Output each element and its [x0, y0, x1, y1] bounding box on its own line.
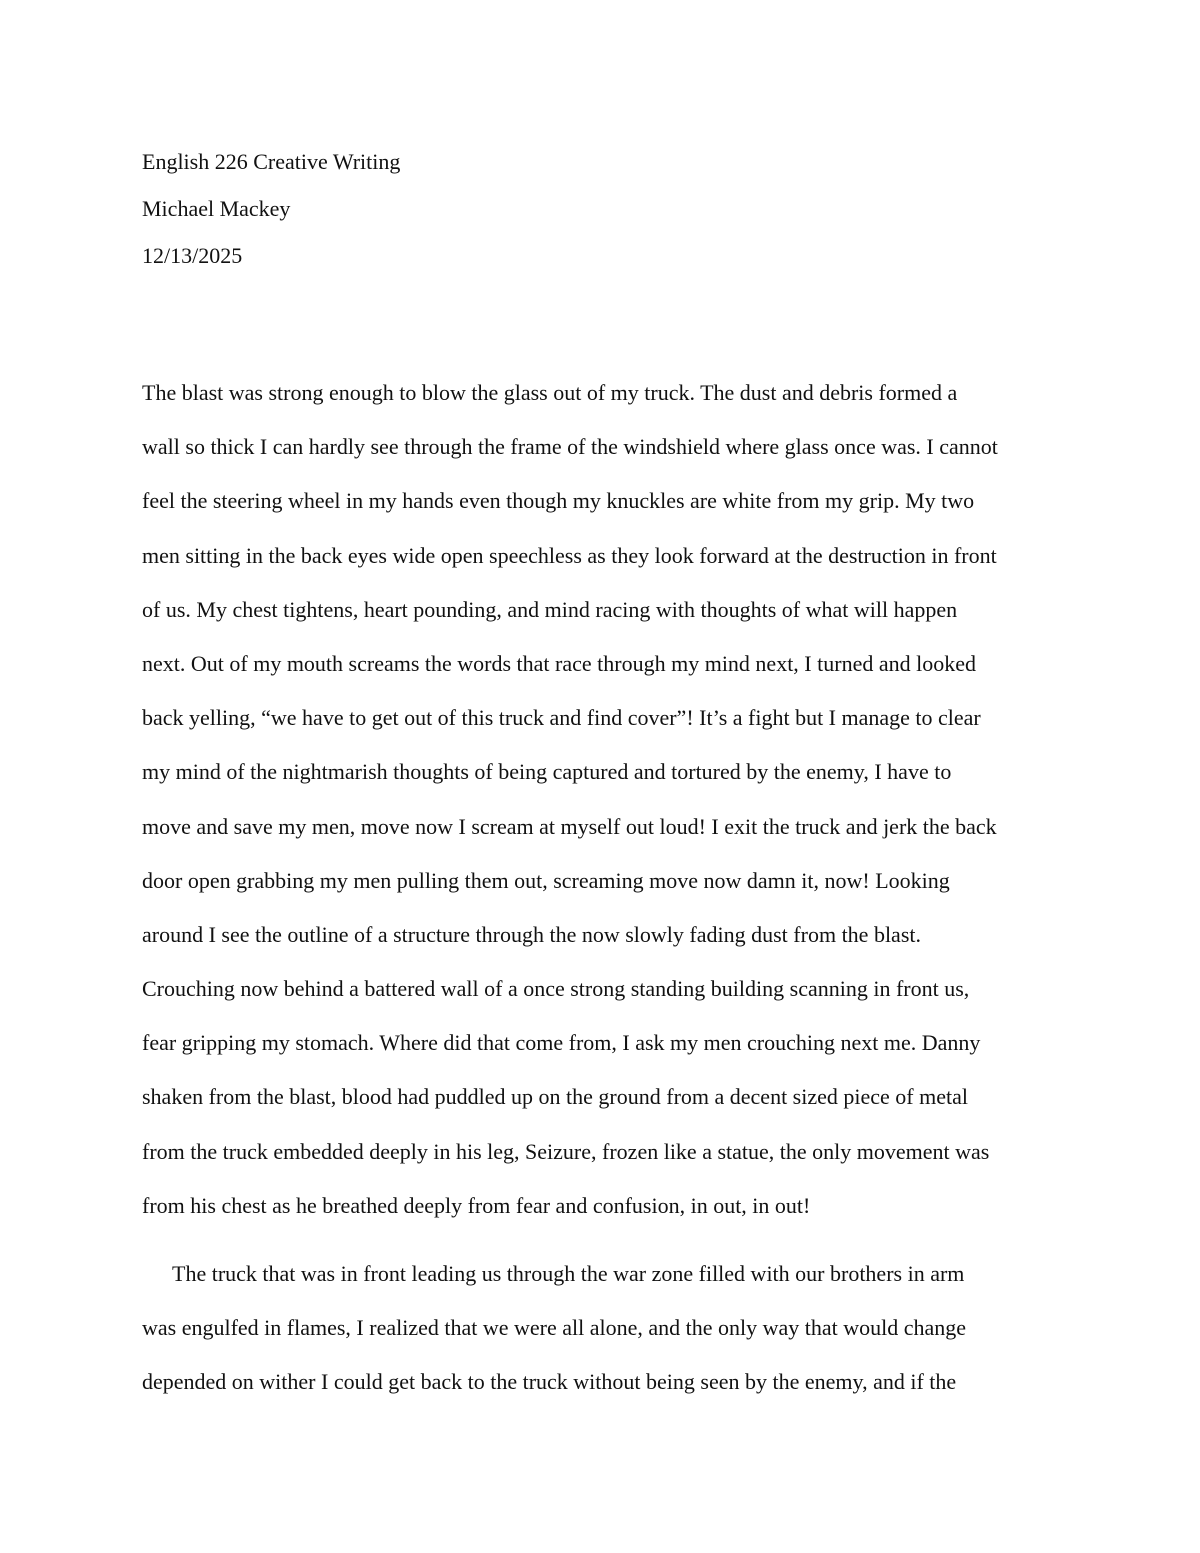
- text-line: door open grabbing my men pulling them out, screaming move now damn it, now! Looking: [142, 867, 950, 893]
- text-line: depended on wither I could get back to the truck without being seen by the enemy, and if the: [142, 1369, 957, 1395]
- document-body: [142, 366, 1062, 1410]
- text-line: move and save my men, move now I scream at myself out loud! I exit the truck and jerk the back: [142, 813, 997, 839]
- text-line: of us. My chest tightens, heart pounding, and mind racing with thoughts of what will happen: [142, 596, 958, 622]
- text-line: The truck that was in front leading us through the war zone filled with our brothers in arm: [172, 1261, 965, 1286]
- text-line: feel the steering wheel in my hands even though my knuckles are white from my grip. My two: [142, 488, 975, 514]
- text-line: my mind of the nightmarish thoughts of being captured and tortured by the enemy, I have to: [142, 759, 952, 785]
- paragraph-2: [142, 1247, 1062, 1410]
- text-line: men sitting in the back eyes wide open speechless as they look forward at the destruction in front: [142, 542, 997, 568]
- text-line: was engulfed in flames, I realized that we were all alone, and the only way that would change: [142, 1315, 967, 1341]
- document-date: 12/13/2025: [142, 243, 243, 268]
- course-title: English 226 Creative Writing: [142, 149, 401, 174]
- text-line: The blast was strong enough to blow the glass out of my truck. The dust and debris formed a: [142, 380, 958, 405]
- document-header: [142, 138, 1062, 279]
- text-line: around I see the outline of a structure through the now slowly fading dust from the blast.: [142, 921, 921, 947]
- text-line: next. Out of my mouth screams the words that race through my mind next, I turned and looked: [142, 650, 976, 676]
- author-name: Michael Mackey: [142, 196, 291, 221]
- text-line: Crouching now behind a battered wall of a once strong standing building scanning in front us,: [142, 976, 970, 1002]
- paragraph-1: [142, 366, 1062, 1233]
- text-line: from his chest as he breathed deeply from fear and confusion, in out, in out!: [142, 1192, 811, 1218]
- text-line: from the truck embedded deeply in his leg, Seizure, frozen like a statue, the only movement was: [142, 1138, 990, 1164]
- text-line: fear gripping my stomach. Where did that come from, I ask my men crouching next me. Danny: [142, 1030, 981, 1056]
- text-line: wall so thick I can hardly see through the frame of the windshield where glass once was. I cannot: [142, 434, 998, 460]
- text-line: shaken from the blast, blood had puddled up on the ground from a decent sized piece of metal: [142, 1084, 968, 1110]
- text-line: back yelling, “we have to get out of this truck and find cover”! It’s a fight but I manage to clear: [142, 705, 981, 731]
